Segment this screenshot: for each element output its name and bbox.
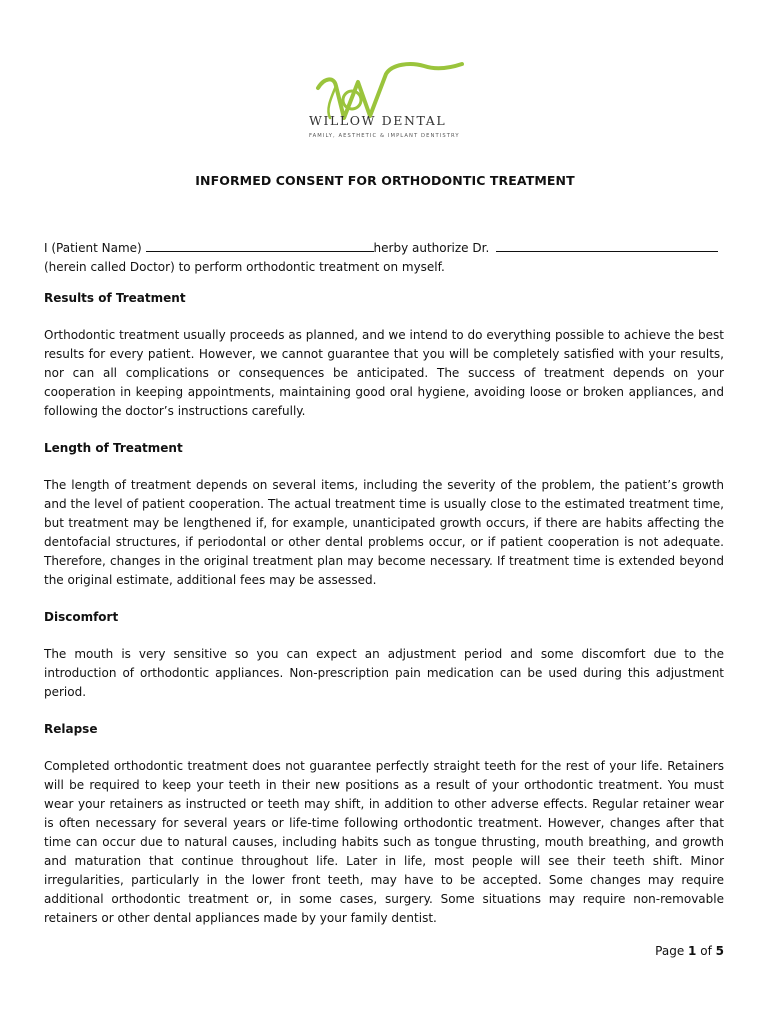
section-heading-length: Length of Treatment <box>44 441 183 455</box>
total-pages: 5 <box>715 944 724 958</box>
patient-name-label: I (Patient Name) <box>44 241 142 255</box>
document-title: INFORMED CONSENT FOR ORTHODONTIC TREATMENT <box>195 173 575 188</box>
patient-line <box>44 238 724 258</box>
section-heading-relapse: Relapse <box>44 722 98 736</box>
section-heading-results: Results of Treatment <box>44 291 186 305</box>
page-number <box>655 944 724 958</box>
svg-text:WILLOW DENTAL: WILLOW DENTAL <box>309 113 447 128</box>
of-word: of <box>700 944 712 958</box>
authorize-text: herby authorize Dr. <box>373 241 490 255</box>
intro-line-2: (herein called Doctor) to perform orthodontic treatment on myself. <box>44 260 445 274</box>
section-heading-discomfort: Discomfort <box>44 610 119 624</box>
willow-dental-logo <box>300 60 470 142</box>
doctor-name-field[interactable] <box>496 238 718 252</box>
page-word: Page <box>655 944 685 958</box>
section-body-length: The length of treatment depends on several items, including the severity of the problem, the patient’s growth and the level of patient cooperation. The actual treatment time is usually close to the estimated treatment time, but treatment may be lengthened if, for example, unanticipated growth occurs, if there are habits affecting the dentofacial structures, if periodontal or other dental problems occur, or if patient cooperation is not adequate. Therefore, changes in the original treatment plan may become necessary. If treatment time is extended beyond the original estimate, additional fees may be assessed. <box>44 478 724 587</box>
svg-text:FAMILY, AESTHETIC & IMPLANT DE: FAMILY, AESTHETIC & IMPLANT DENTISTRY <box>309 133 460 139</box>
current-page: 1 <box>688 944 697 958</box>
document-body <box>44 238 724 928</box>
section-body-results: Orthodontic treatment usually proceeds as planned, and we intend to do everything possible to achieve the best results for every patient. However, we cannot guarantee that you will be completely satisfied with your results, nor can all complications or consequences be anticipated. The success of treatment depends on your cooperation in keeping appointments, maintaining good oral hygiene, avoiding loose or broken appliances, and following the doctor’s instructions carefully. <box>44 328 724 418</box>
patient-name-field[interactable] <box>146 238 374 252</box>
section-body-relapse: Completed orthodontic treatment does not guarantee perfectly straight teeth for the rest of your life. Retainers will be required to keep your teeth in their new positions as a result of your orthodontic treatment. You must wear your retainers as instructed or teeth may shift, in addition to other adverse effects. Regular retainer wear is often necessary for several years or life-time following orthodontic treatment. However, changes after that time can occur due to natural causes, including habits such as tongue thrusting, mouth breathing, and growth and maturation that continue throughout life. Later in life, most people will see their teeth shift. Minor irregularities, particularly in the lower front teeth, may have to be accepted. Some changes may require additional orthodontic treatment or, in some cases, surgery. Some situations may require non-removable retainers or other dental appliances made by your family dentist. <box>44 759 724 925</box>
section-body-discomfort: The mouth is very sensitive so you can expect an adjustment period and some discomfort due to the introduction of orthodontic appliances. Non-prescription pain medication can be used during this adjustment period. <box>44 647 724 699</box>
